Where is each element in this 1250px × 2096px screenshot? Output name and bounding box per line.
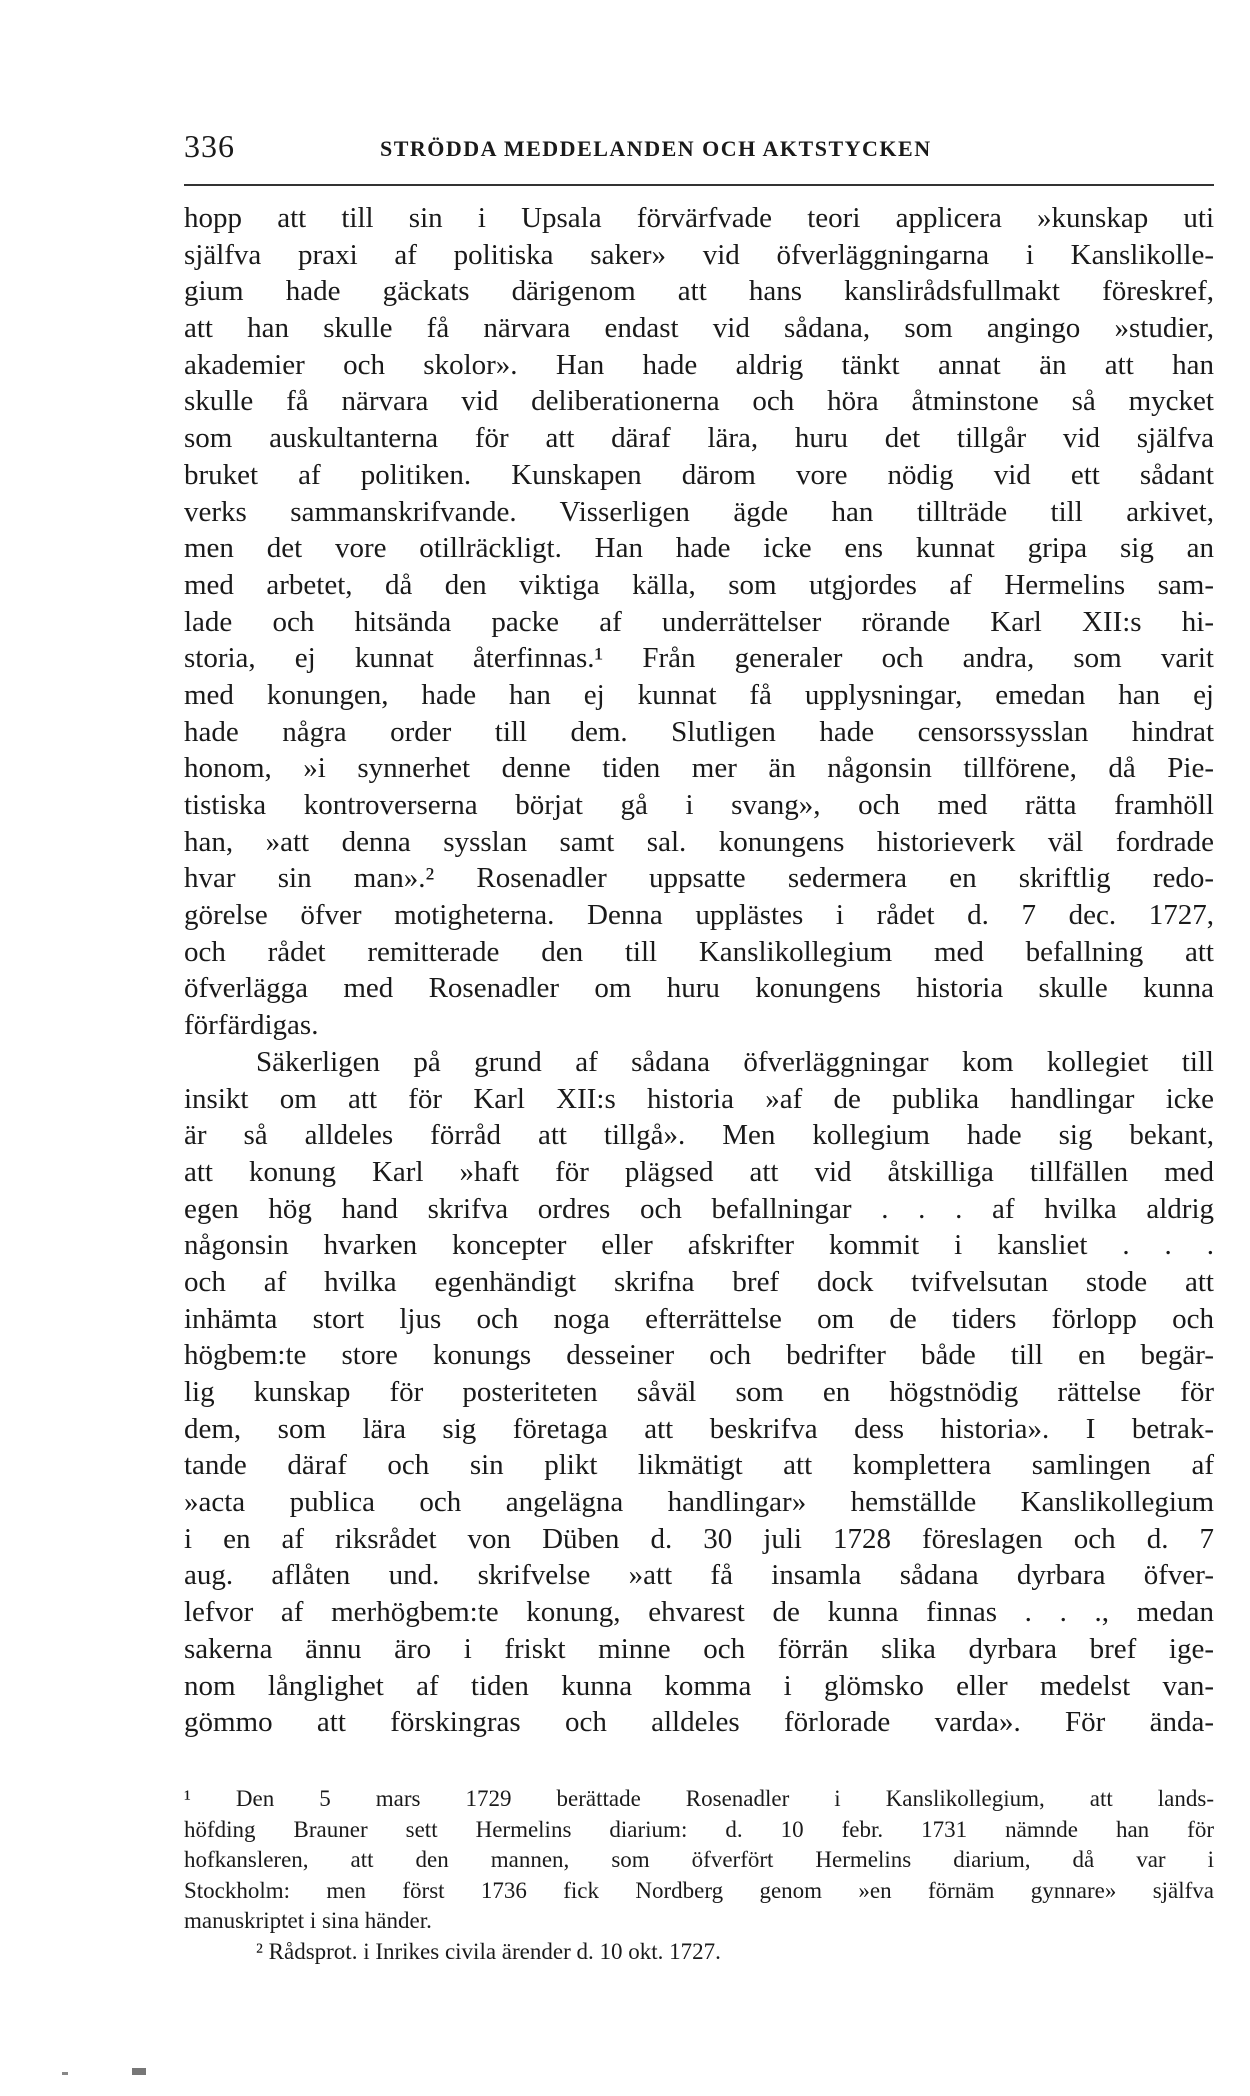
- body-line: är så alldeles förråd att tillgå». Men kollegium hade sig bekant,: [184, 1119, 1214, 1152]
- body-line: lefvor af merhögbem:te konung, ehvarest de kunna finnas . . ., medan: [184, 1596, 1214, 1629]
- body-line: akademier och skolor». Han hade aldrig tänkt annat än att han: [184, 348, 1214, 381]
- body-line: med arbetet, då den viktiga källa, som utgjordes af Hermelins sam-: [184, 568, 1214, 601]
- body-line: högbem:te store konungs desseiner och bedrifter både till en begär-: [184, 1339, 1214, 1372]
- running-head: STRÖDDA MEDDELANDEN OCH AKTSTYCKEN: [380, 136, 932, 161]
- body-line: gium hade gäckats därigenom att hans kanslirådsfullmakt föreskref,: [184, 275, 1214, 308]
- footnote-1-line: hofkansleren, att den mannen, som öfverfört Hermelins diarium, då var i: [184, 1847, 1214, 1872]
- footnotes: [184, 1784, 1214, 1967]
- body-line: och af hvilka egenhändigt skrifna bref dock tvifvelsutan stode att: [184, 1265, 1214, 1298]
- body-line: egen hög hand skrifva ordres och befallningar . . . af hvilka aldrig: [184, 1192, 1214, 1225]
- body-line: Säkerligen på grund af sådana öfverläggningar kom kollegiet till: [256, 1045, 1214, 1078]
- body-line: att han skulle få närvara endast vid sådana, som angingo »studier,: [184, 312, 1214, 345]
- body-line: förfärdigas.: [184, 1009, 319, 1042]
- page-number: 336: [184, 128, 235, 164]
- body-line: bruket af politiken. Kunskapen därom vore nödig vid ett sådant: [184, 458, 1214, 491]
- body-line: med konungen, hade han ej kunnat få upplysningar, emedan han ej: [184, 678, 1214, 711]
- body-line: öfverlägga med Rosenadler om huru konungens historia skulle kunna: [184, 972, 1214, 1005]
- body-line: lig kunskap för posteriteten såväl som en högstnödig rättelse för: [184, 1376, 1214, 1408]
- body-line: gömmo att förskingras och alldeles förlorade varda». För ända-: [184, 1706, 1214, 1739]
- footnote-1-line: manuskriptet i sina händer.: [184, 1908, 432, 1933]
- body-line: görelse öfver motigheterna. Denna upplästes i rådet d. 7 dec. 1727,: [184, 899, 1214, 932]
- body-line: han, »att denna sysslan samt sal. konungens historieverk väl fordrade: [184, 825, 1214, 858]
- body-line: skulle få närvara vid deliberationerna och höra åtminstone så mycket: [184, 385, 1214, 418]
- body-line: insikt om att för Karl XII:s historia »af de publika handlingar icke: [184, 1082, 1214, 1115]
- body-line: hopp att till sin i Upsala förvärfvade teori applicera »kunskap uti: [184, 202, 1214, 234]
- body-line: inhämta stort ljus och noga efterrättelse om de tiders förlopp och: [184, 1302, 1214, 1335]
- body-line: att konung Karl »haft för plägsed att vid åtskilliga tillfällen med: [184, 1155, 1214, 1188]
- header-rule: [184, 184, 1214, 186]
- body-line: aug. aflåten und. skrifvelse »att få insamla sådana dyrbara öfver-: [184, 1559, 1214, 1592]
- body-line: i en af riksrådet von Düben d. 30 juli 1728 föreslagen och d. 7: [184, 1522, 1214, 1555]
- footnote-1-line: Stockholm: men först 1736 fick Nordberg genom »en förnäm gynnare» själfva: [184, 1877, 1214, 1903]
- body-line: nom långlighet af tiden kunna komma i glömsko eller medelst van-: [184, 1669, 1214, 1702]
- page-header: [184, 128, 1214, 174]
- body-line: lade och hitsända packe af underrättelser rörande Karl XII:s hi-: [184, 605, 1214, 638]
- body-line: och rådet remitterade den till Kanslikollegium med befallning att: [184, 935, 1214, 968]
- body-line: hade några order till dem. Slutligen hade censorssysslan hindrat: [184, 715, 1214, 748]
- body-text: [184, 200, 1214, 1741]
- body-line: tande däraf och sin plikt likmätigt att komplettera samlingen af: [184, 1449, 1214, 1482]
- body-line: men det vore otillräckligt. Han hade icke ens kunnat gripa sig an: [184, 532, 1214, 565]
- footnote-1-line: höfding Brauner sett Hermelins diarium: d. 10 febr. 1731 nämnde han för: [184, 1816, 1214, 1842]
- scan-speck: [62, 2072, 68, 2075]
- body-line: dem, som lära sig företaga att beskrifva dess historia». I betrak-: [184, 1412, 1214, 1445]
- body-line: honom, »i synnerhet denne tiden mer än någonsin tillförene, då Pie-: [184, 752, 1214, 785]
- body-line: sakerna ännu äro i friskt minne och förrän slika dyrbara bref ige-: [184, 1632, 1214, 1665]
- body-line: som auskultanterna för att däraf lära, huru det tillgår vid själfva: [184, 422, 1214, 455]
- body-line: hvar sin man».² Rosenadler uppsatte sedermera en skriftlig redo-: [184, 862, 1214, 895]
- body-line: »acta publica och angelägna handlingar» hemställde Kanslikollegium: [184, 1486, 1214, 1519]
- body-line: någonsin hvarken koncepter eller afskrifter kommit i kansliet . . .: [184, 1229, 1214, 1262]
- body-line: själfva praxi af politiska saker» vid öfverläggningarna i Kanslikolle-: [184, 238, 1214, 271]
- body-line: verks sammanskrifvande. Visserligen ägde han tillträde till arkivet,: [184, 495, 1214, 528]
- body-line: tistiska kontroverserna börjat gå i svang», och med rätta framhöll: [184, 789, 1214, 821]
- footnote-1-line: ¹ Den 5 mars 1729 berättade Rosenadler i Kanslikollegium, att lands-: [184, 1786, 1214, 1811]
- footnote-2-line: ² Rådsprot. i Inrikes civila ärender d. 10 okt. 1727.: [256, 1938, 721, 1964]
- body-line: storia, ej kunnat återfinnas.¹ Från generaler och andra, som varit: [184, 642, 1214, 675]
- scan-speck: [132, 2068, 146, 2075]
